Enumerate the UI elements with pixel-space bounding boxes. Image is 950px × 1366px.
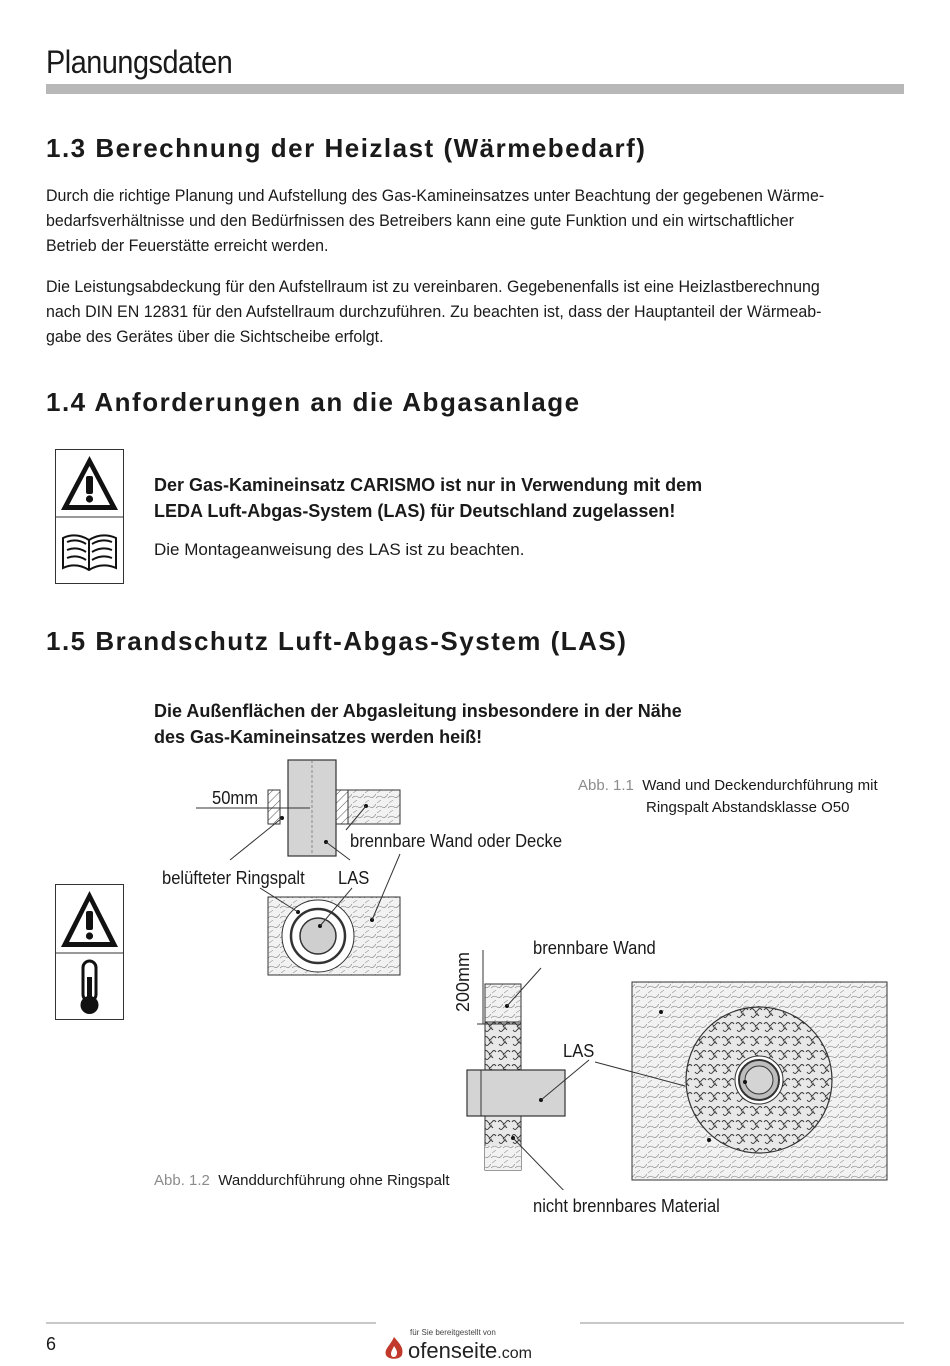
section-heading-1-5: 1.5 Brandschutz Luft-Abgas-System (LAS) <box>46 626 628 656</box>
paragraph-1-3-a <box>46 183 854 258</box>
text-line: gabe des Gerätes über die Sichtscheibe erfolgt. <box>46 327 384 346</box>
text-line: des Gas-Kamineinsatzes werden heiß! <box>154 727 483 747</box>
brand-name: ofenseite <box>408 1338 498 1363</box>
brand-tld: .com <box>497 1345 532 1362</box>
flame-logo-icon <box>382 1336 406 1362</box>
caption-line: Wanddurchführung ohne Ringspalt <box>218 1172 450 1189</box>
section-heading-1-4: 1.4 Anforderungen an die Abgasanlage <box>46 387 581 417</box>
caption-line: Ringspalt Abstandsklasse O50 <box>646 799 850 816</box>
label-combustible-wall-2: brennbare Wand <box>533 938 656 958</box>
label-ventilated-gap: belüfteter Ringspalt <box>162 868 305 888</box>
text-line: bedarfsverhältnisse und den Bedürfnissen des Betreibers kann eine gute Funktion und ein wirtschaftlicher <box>46 211 794 230</box>
header-divider <box>46 84 904 94</box>
label-las-1: LAS <box>338 868 370 888</box>
brand-wordmark <box>408 1338 532 1364</box>
text-line: Betrieb der Feuerstätte erreicht werden. <box>46 236 329 255</box>
manual-book-icon <box>63 535 116 570</box>
page-title: Planungsdaten <box>46 44 233 80</box>
figure-1-2-diagram <box>455 950 905 1190</box>
text-line: Die Außenflächen der Abgasleitung insbesondere in der Nähe <box>154 701 682 721</box>
brand-tagline: für Sie bereitgestellt von <box>410 1328 496 1337</box>
figure-caption-1-2 <box>154 1172 450 1189</box>
text-line: Die Leistungsabdeckung für den Aufstellraum ist zu vereinbaren. Gegebenenfalls ist eine Heizlastberechnung <box>46 277 820 296</box>
section-heading-1-3: 1.3 Berechnung der Heizlast (Wärmebedarf) <box>46 133 647 163</box>
label-non-combustible: nicht brennbares Material <box>533 1196 720 1216</box>
text-line: nach DIN EN 12831 für den Aufstellraum durchzuführen. Zu beachten ist, dass der Hauptanteil der Wärmeab- <box>46 302 822 321</box>
note-text-1-4: Die Montageanweisung des LAS ist zu beachten. <box>154 540 525 559</box>
figure-number: Abb. 1.2 <box>154 1172 210 1189</box>
figure-number: Abb. 1.1 <box>578 777 634 794</box>
warning-text-1-5 <box>154 698 682 750</box>
text-line: LEDA Luft-Abgas-System (LAS) für Deutschland zugelassen! <box>154 501 676 521</box>
label-las-2: LAS <box>563 1041 595 1061</box>
warning-triangle-icon <box>61 891 118 947</box>
thermometer-icon <box>81 961 99 1014</box>
page-number: 6 <box>46 1334 57 1354</box>
label-dim-50mm: 50mm <box>212 788 259 808</box>
label-combustible-wall: brennbare Wand oder Decke <box>350 831 563 851</box>
warning-triangle-icon <box>61 456 118 510</box>
caption-line: Wand und Deckendurchführung mit <box>642 777 878 794</box>
icon-box-1-5 <box>55 884 124 1020</box>
warning-text-1-4 <box>154 472 702 524</box>
label-dim-200mm: 200mm <box>453 951 473 1012</box>
footer-brand[interactable] <box>376 1322 580 1366</box>
icon-box-1-4 <box>55 449 124 584</box>
text-line: Der Gas-Kamineinsatz CARISMO ist nur in Verwendung mit dem <box>154 475 703 495</box>
figure-caption-1-1 <box>578 775 878 819</box>
text-line: Durch die richtige Planung und Aufstellung des Gas-Kamineinsatzes unter Beachtung der gegebenen Wärme- <box>46 186 825 205</box>
paragraph-1-3-b <box>46 274 854 349</box>
